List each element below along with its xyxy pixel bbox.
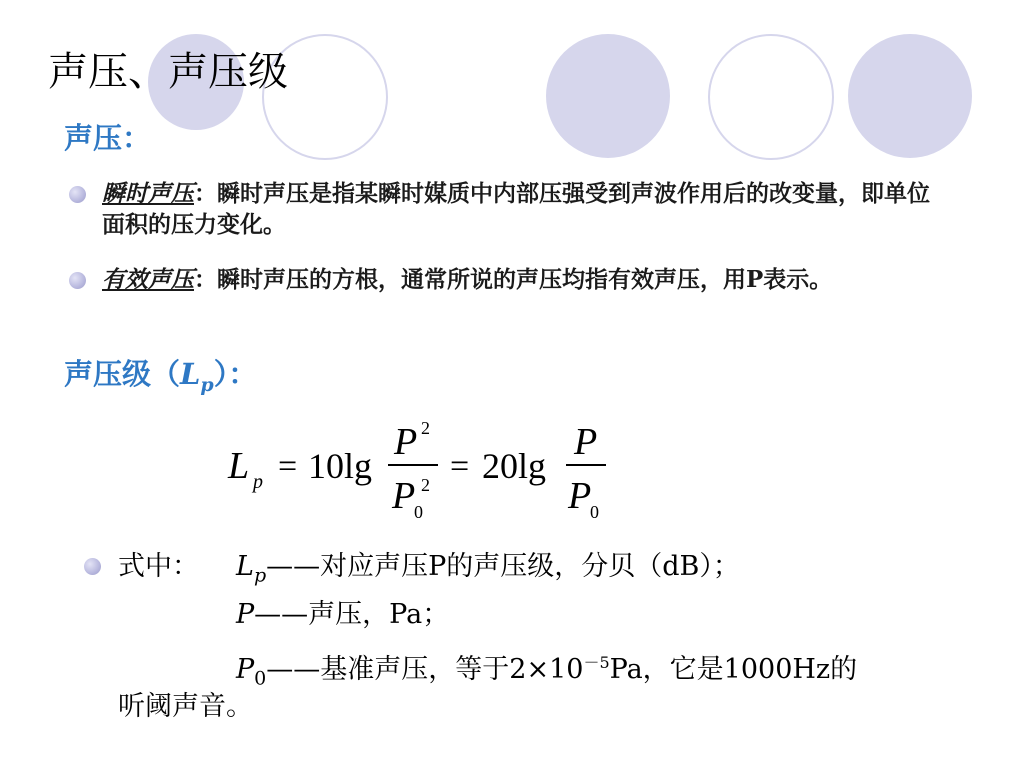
heading-suffix: ）： bbox=[213, 357, 258, 391]
term-separator: ： bbox=[194, 180, 217, 207]
decor-ring-2 bbox=[708, 34, 834, 160]
heading-sub: p bbox=[200, 373, 214, 396]
note-var-p: P bbox=[236, 599, 255, 630]
bullet-icon bbox=[84, 558, 101, 575]
bullet-icon bbox=[69, 272, 86, 289]
formula-den-sub-1: 0 bbox=[414, 502, 423, 522]
bullet-text-instantaneous: 瞬时声压是指某瞬时媒质中内部压强受到声波作用后的改变量，即单位面积的压力变化。 bbox=[102, 180, 930, 238]
formula-lp-sub: p bbox=[253, 471, 263, 493]
note-sub-p0: 0 bbox=[254, 667, 267, 690]
formula-lp: L bbox=[228, 445, 250, 487]
note-exp-p0: －5 bbox=[583, 653, 610, 672]
section-heading-sound-pressure-level bbox=[64, 356, 257, 403]
note-var-lp: L bbox=[236, 551, 254, 582]
heading-var: L bbox=[180, 357, 201, 391]
formula-den-sq: 2 bbox=[421, 475, 430, 495]
term-separator: ： bbox=[194, 266, 217, 293]
formula-coef-1: 10lg bbox=[308, 446, 373, 486]
formula-coef-2: 20lg bbox=[482, 446, 547, 486]
formula-den-p-1: P bbox=[392, 475, 416, 517]
note-text-p0: ——基准声压，等于2×10 bbox=[266, 654, 584, 685]
section-heading-sound-pressure bbox=[64, 120, 151, 156]
formula-eq-2: = bbox=[450, 448, 470, 485]
bullet-icon bbox=[69, 186, 86, 203]
formula-num-p-1: P bbox=[394, 421, 418, 463]
bullet-effective-pressure bbox=[102, 264, 932, 295]
decor-circle-2 bbox=[546, 34, 670, 158]
heading-prefix: 声压级（ bbox=[64, 357, 181, 391]
term-instantaneous-pressure: 瞬时声压 bbox=[102, 180, 194, 207]
formula-den-sub-2: 0 bbox=[590, 502, 599, 522]
note-text-lp: ——对应声压P的声压级，分贝（dB）； bbox=[266, 551, 740, 582]
bullet-text-effective: 瞬时声压的方根，通常所说的声压均指有效声压，用P表示。 bbox=[217, 266, 833, 293]
note-var-p0: P bbox=[236, 654, 255, 685]
note-line-threshold: 听阈声音。 bbox=[118, 691, 253, 722]
note-line-p bbox=[236, 598, 449, 632]
section-heading-label: 声压： bbox=[64, 121, 152, 155]
slide-title: 声压、声压级 bbox=[48, 49, 288, 95]
formula-eq-1: = bbox=[278, 448, 298, 485]
sound-pressure-level-formula bbox=[226, 414, 626, 534]
note-text-p: ——声压，Pa； bbox=[254, 599, 450, 630]
note-line-p0 bbox=[236, 646, 857, 695]
formula-num-p-2: P bbox=[574, 421, 598, 463]
note-line-lp bbox=[236, 550, 740, 592]
decor-circle-3 bbox=[848, 34, 972, 158]
term-effective-pressure: 有效声压 bbox=[102, 266, 194, 293]
formula-num-sq: 2 bbox=[421, 418, 430, 438]
formula-den-p-2: P bbox=[568, 475, 592, 517]
note-tail-p0: Pa，它是1000Hz的 bbox=[609, 654, 858, 685]
bullet-instantaneous-pressure bbox=[102, 178, 932, 240]
notes-intro: 式中： bbox=[118, 551, 199, 582]
note-sub-lp: p bbox=[253, 564, 267, 587]
